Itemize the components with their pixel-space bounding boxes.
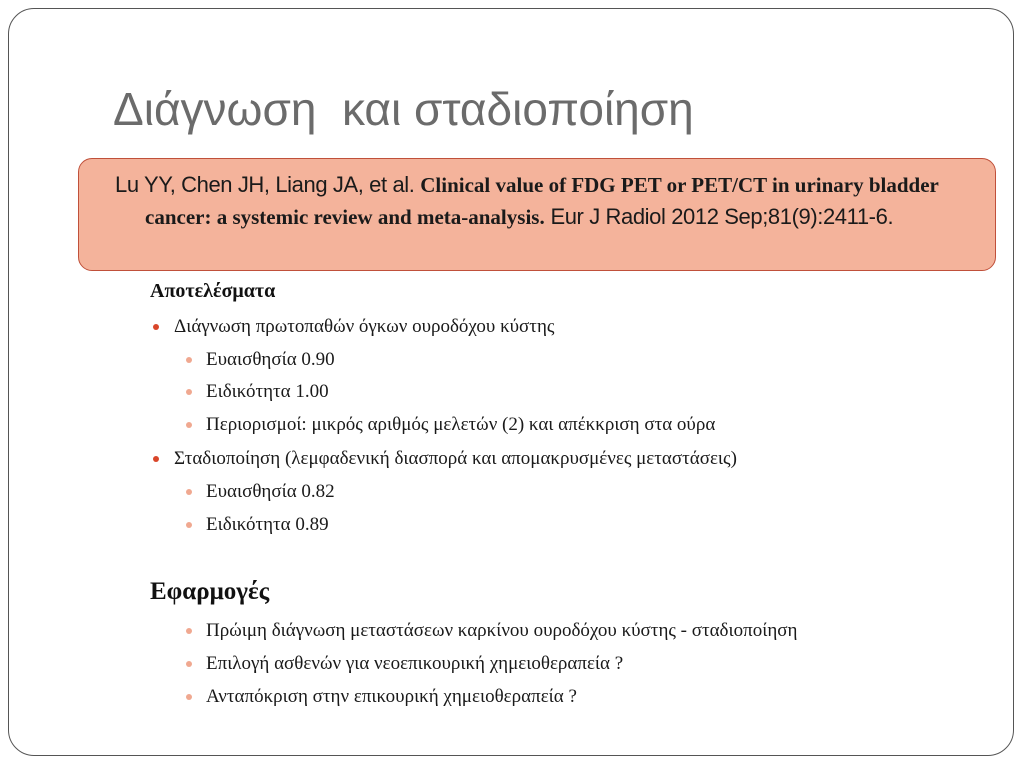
citation-authors: Lu YY, Chen JH, Liang JA, et al. <box>115 172 415 197</box>
list-item-text: Διάγνωση πρωτοπαθών όγκων ουροδόχου κύστης <box>174 316 555 337</box>
list-item-text: Ειδικότητα 1.00 <box>206 381 329 402</box>
list-item-text: Επιλογή ασθενών για νεοεπικουρική χημειοθεραπεία ? <box>206 653 624 674</box>
list-item-text: Ευαισθησία 0.82 <box>206 481 335 502</box>
applications-heading: Εφαρμογές <box>150 578 270 605</box>
results-heading: Αποτελέσματα <box>150 280 276 302</box>
list-item-text: Πρώιμη διάγνωση μεταστάσεων καρκίνου ουροδόχου κύστης - σταδιοποίηση <box>206 620 798 641</box>
list-item-text: Ανταπόκριση στην επικουρική χημειοθεραπεία ? <box>206 686 577 707</box>
slide-title: Διάγνωση και σταδιοποίηση <box>113 83 694 135</box>
list-item-text: Ειδικότητα 0.89 <box>206 514 329 535</box>
citation-article-title: Clinical value of FDG PET or PET/CT in urinary bladder cancer: a systemic review and meta-analysis. <box>145 173 939 229</box>
citation-journal: Eur J Radiol 2012 Sep;81(9):2411-6. <box>550 204 894 229</box>
list-item-text: Ευαισθησία 0.90 <box>206 349 335 370</box>
citation-box <box>78 158 996 271</box>
list-item-text: Περιορισμοί: μικρός αριθμός μελετών (2) και απέκκριση στα ούρα <box>206 414 716 435</box>
citation-text <box>115 169 971 233</box>
list-item-text: Σταδιοποίηση (λεμφαδενική διασπορά και απομακρυσμένες μεταστάσεις) <box>174 448 737 469</box>
